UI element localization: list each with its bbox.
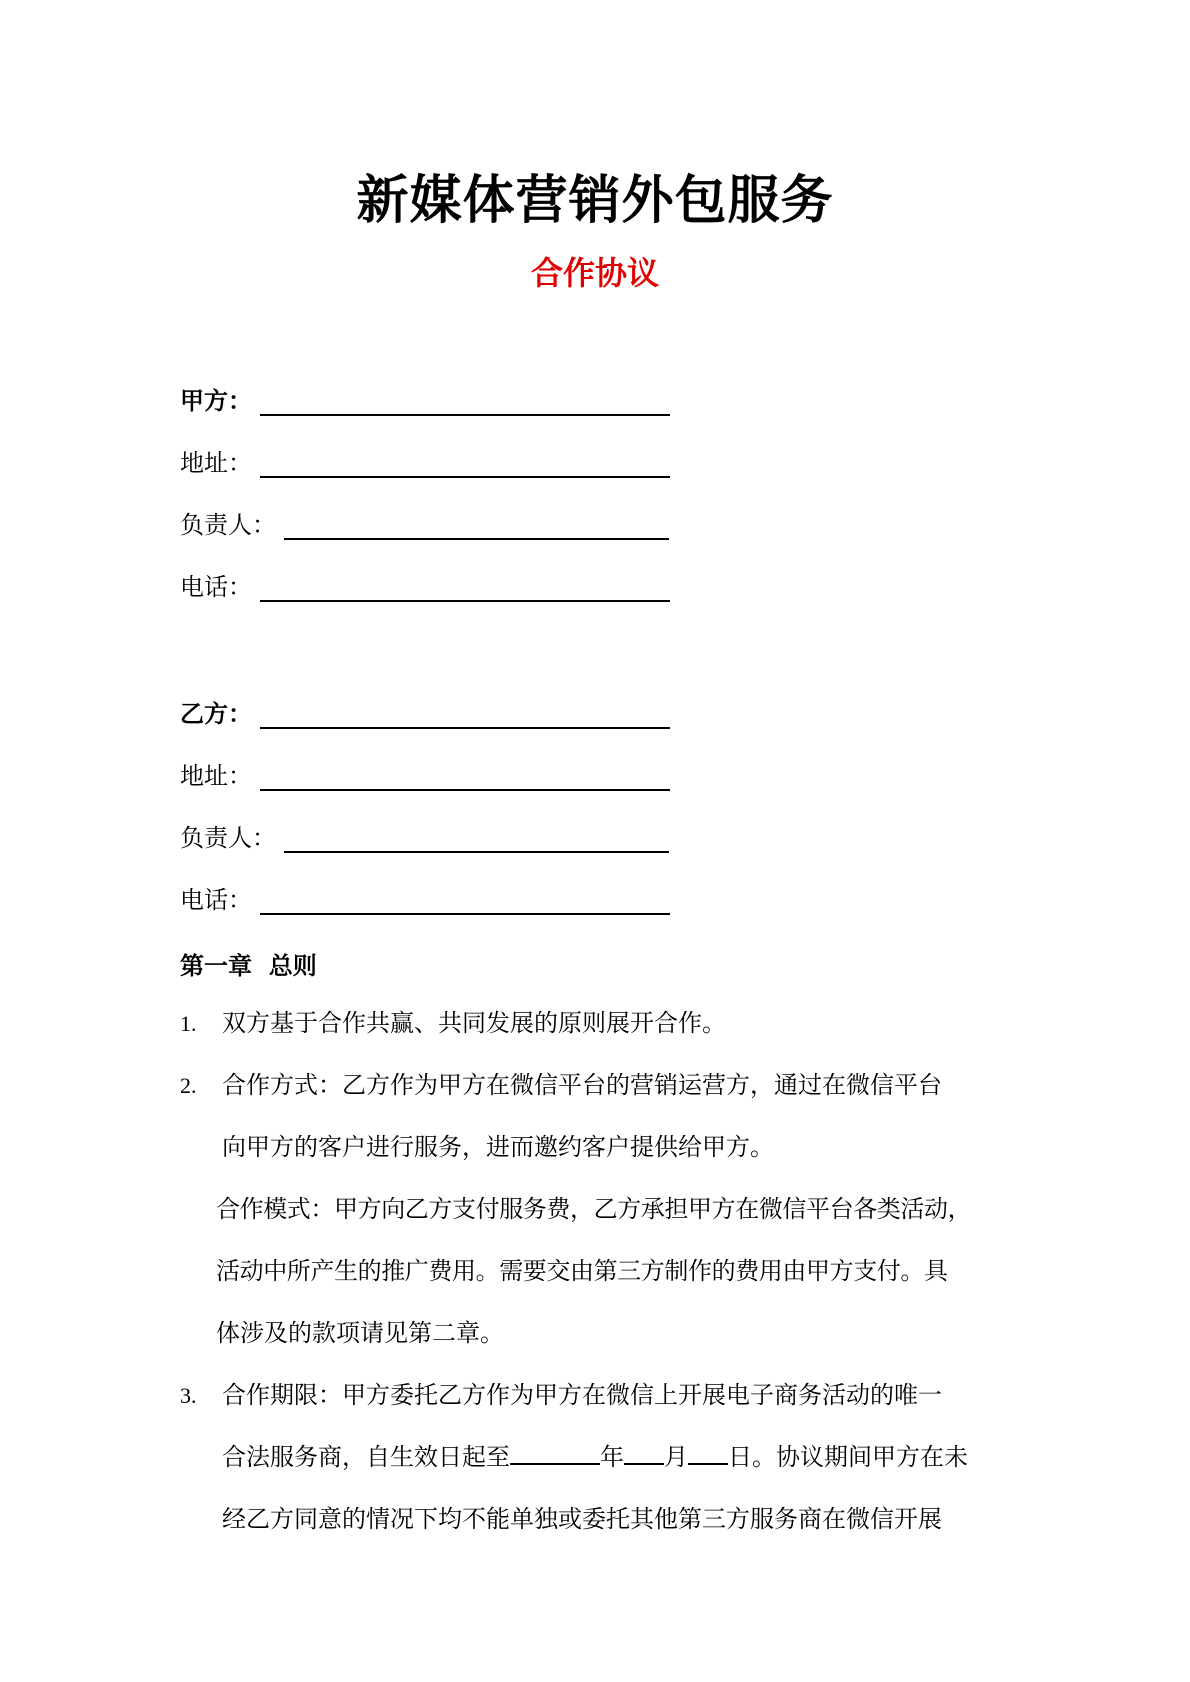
party-b-phone-line[interactable] [260,889,670,915]
party-b-contact-label: 负责人： [180,824,276,852]
party-a-contact-label: 负责人： [180,511,276,539]
party-b-phone-label: 电话： [180,886,252,914]
mode-line-2: 活动中所产生的推广费用。需要交由第三方制作的费用由甲方支付。具 [216,1257,948,1285]
month-blank[interactable] [624,1441,664,1465]
year-label: 年 [600,1443,624,1471]
list-item-3-line-1: 合作期限：甲方委托乙方作为甲方在微信上开展电子商务活动的唯一 [222,1381,942,1409]
party-a-field [180,376,670,416]
day-label: 日。协议期间甲方在未 [728,1443,968,1471]
party-b-contact-line[interactable] [284,827,669,853]
list-item-2-line-2: 向甲方的客户进行服务，进而邀约客户提供给甲方。 [222,1133,774,1161]
party-b-input-line[interactable] [260,703,670,729]
party-a-input-line[interactable] [260,390,670,416]
party-b-label: 乙方： [180,700,252,728]
year-blank[interactable] [510,1441,600,1465]
party-b-contact-field [180,813,669,853]
document-title: 新媒体营销外包服务 [356,171,834,231]
list-item-3-number: 3. [180,1383,197,1408]
party-a-contact-field [180,500,669,540]
list-item-1 [180,992,197,1055]
list-item-2-line-1: 合作方式：乙方作为甲方在微信平台的营销运营方，通过在微信平台 [222,1071,942,1099]
term-text: 合法服务商，自生效日起至 [222,1443,510,1471]
party-b-phone-field [180,875,670,915]
mode-line-3: 体涉及的款项请见第二章。 [216,1319,504,1347]
list-item-1-number: 1. [180,1011,197,1036]
party-a-phone-line[interactable] [260,576,670,602]
party-a-phone-field [180,562,670,602]
document-subtitle: 合作协议 [530,254,659,292]
mode-line-1: 合作模式：甲方向乙方支付服务费，乙方承担甲方在微信平台各类活动， [216,1195,972,1223]
list-item-3-line-2 [222,1426,968,1488]
party-b-address-label: 地址： [180,762,252,790]
party-b-field [180,689,670,729]
party-a-address-line[interactable] [260,452,670,478]
party-a-address-field [180,438,670,478]
party-a-label: 甲方： [180,387,252,415]
list-item-3 [180,1364,197,1427]
list-item-3-line-3: 经乙方同意的情况下均不能单独或委托其他第三方服务商在微信开展 [222,1505,942,1533]
party-a-phone-label: 电话： [180,573,252,601]
list-item-2-number: 2. [180,1073,197,1098]
day-blank[interactable] [688,1441,728,1465]
party-b-address-line[interactable] [260,765,670,791]
list-item-2 [180,1054,197,1117]
chapter-1-heading: 第一章 总则 [180,952,317,980]
party-b-address-field [180,751,670,791]
party-a-contact-line[interactable] [284,514,669,540]
month-label: 月 [664,1443,688,1471]
party-a-address-label: 地址： [180,449,252,477]
list-item-1-text: 双方基于合作共赢、共同发展的原则展开合作。 [222,1009,726,1037]
